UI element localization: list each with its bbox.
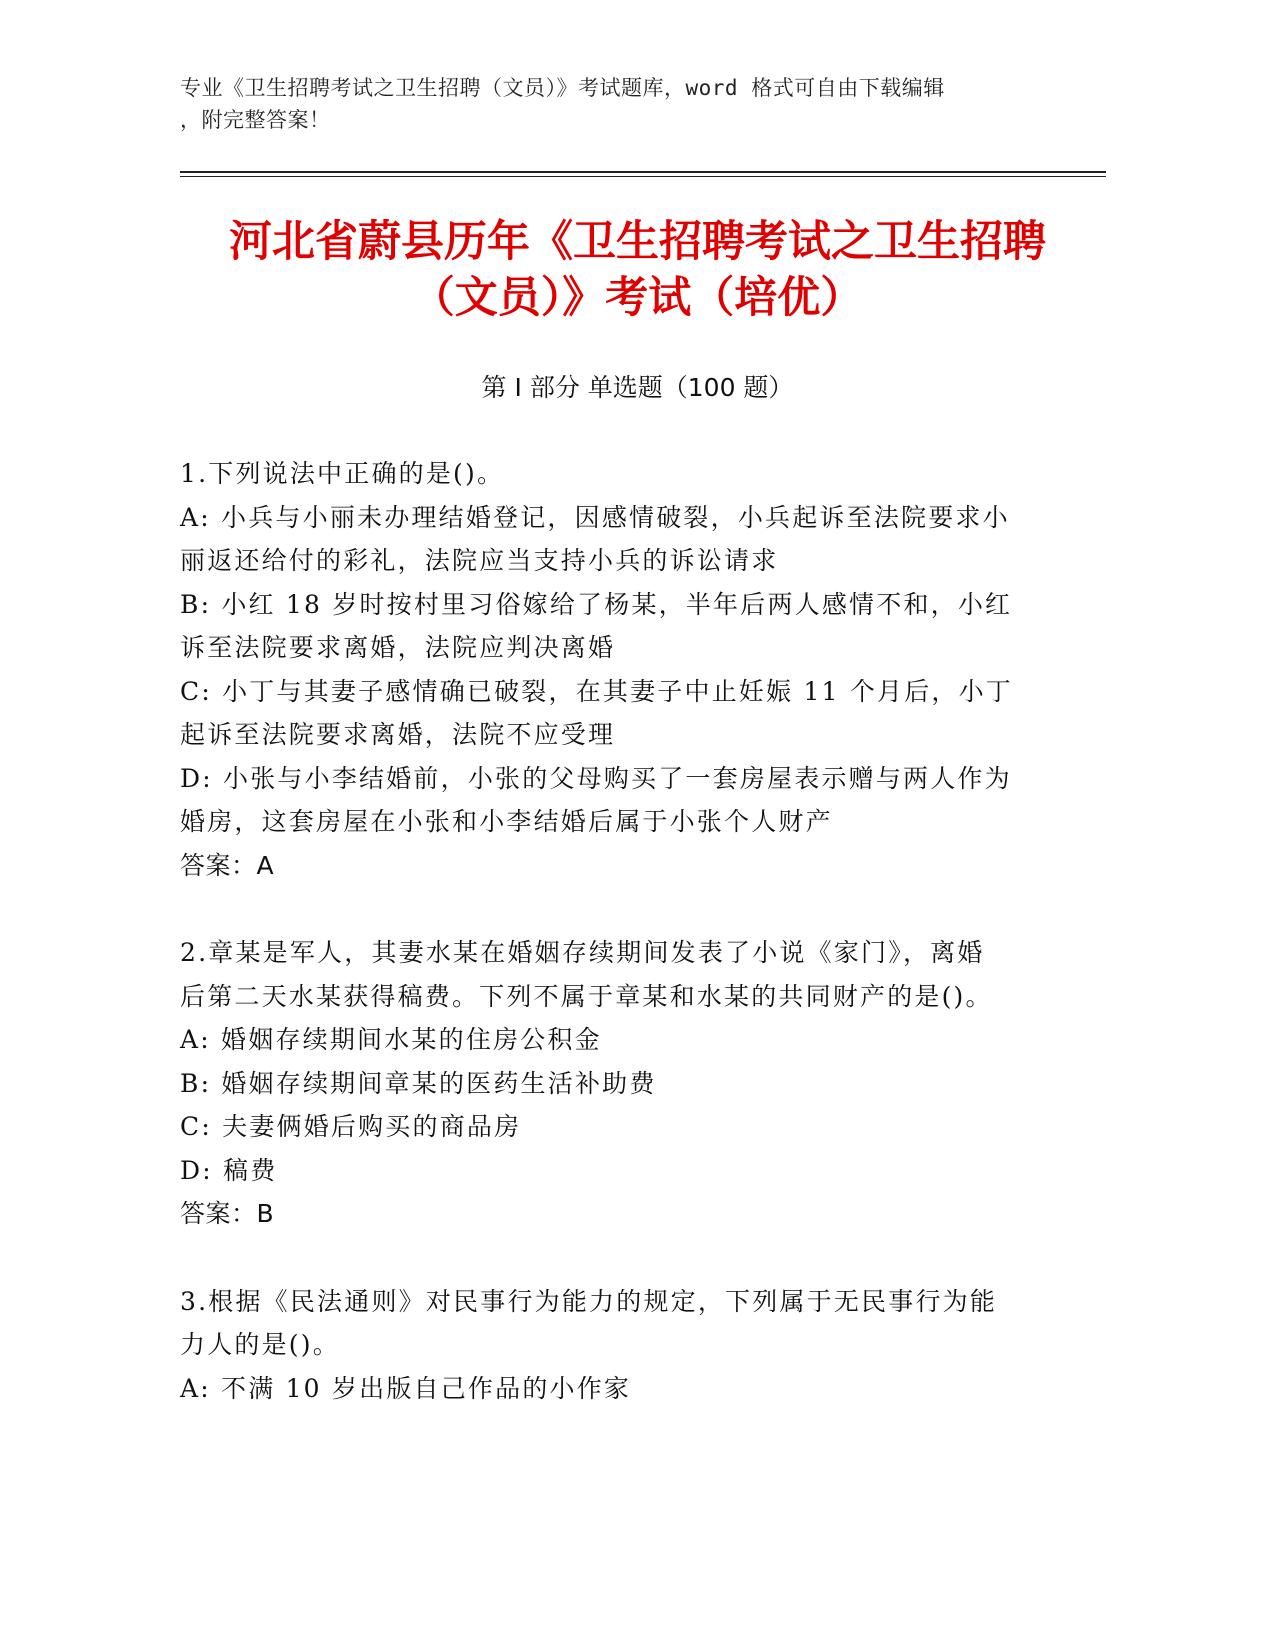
header-note [180,72,1080,136]
section-heading: 第 I 部分 单选题（100 题） [481,373,794,402]
document-title-line-1: 河北省蔚县历年《卫生招聘考试之卫生招聘 [229,217,1046,267]
document-title-line-2: （文员）》考试（培优） [411,273,864,323]
header-divider-thin [180,176,1106,177]
option-a-line: A: 婚姻存续期间水某的住房公积金 [180,1025,602,1054]
question-2 [180,931,1030,1236]
option-c-line: C: 小丁与其妻子感情确已破裂，在其妻子中止妊娠 11 个月后，小丁 [180,676,1014,706]
option-a-line: A: 小兵与小丽未办理结婚登记，因感情破裂，小兵起诉至法院要求小 [180,502,1010,532]
option-a-line: 丽返还给付的彩礼，法院应当支持小兵的诉讼请求 [180,546,779,575]
option-c-line: C: 夫妻俩婚后购买的商品房 [180,1112,522,1141]
document-title [150,214,1125,326]
answer-label: 答案：B [180,1199,275,1228]
option-d-line: 婚房，这套房屋在小张和小李结婚后属于小张个人财产 [180,807,833,836]
question-1 [180,452,1030,887]
question-stem-line: 1.下列说法中正确的是()。 [180,459,505,488]
header-note-line-1: 专业《卫生招聘考试之卫生招聘（文员）》考试题库，word 格式可自由下载编辑 [180,76,945,100]
option-b-line: 诉至法院要求离婚，法院应判决离婚 [180,633,616,662]
option-d-line: D: 小张与小李结婚前，小张的父母购买了一套房屋表示赠与两人作为 [180,763,1012,793]
question-stem-line: 力人的是()。 [180,1330,340,1359]
answer-label: 答案：A [180,850,275,880]
option-b-line: B: 小红 18 岁时按村里习俗嫁给了杨某，半年后两人感情不和，小红 [180,589,1013,619]
question-list [180,452,1030,1454]
option-c-line: 起诉至法院要求离婚，法院不应受理 [180,720,616,749]
question-stem-line: 后第二天水某获得稿费。下列不属于章某和水某的共同财产的是()。 [180,981,993,1011]
question-stem-line: 3.根据《民法通则》对民事行为能力的规定，下列属于无民事行为能 [180,1286,998,1316]
question-stem-line: 2.章某是军人，其妻水某在婚姻存续期间发表了小说《家门》，离婚 [180,938,985,967]
option-d-line: D: 稿费 [180,1155,278,1185]
question-3 [180,1280,1030,1411]
option-a-line: A: 不满 10 岁出版自己作品的小作家 [180,1373,632,1403]
header-divider-thick [180,171,1106,173]
option-b-line: B: 婚姻存续期间章某的医药生活补助费 [180,1068,657,1098]
header-note-line-2: ，附完整答案！ [180,108,331,132]
